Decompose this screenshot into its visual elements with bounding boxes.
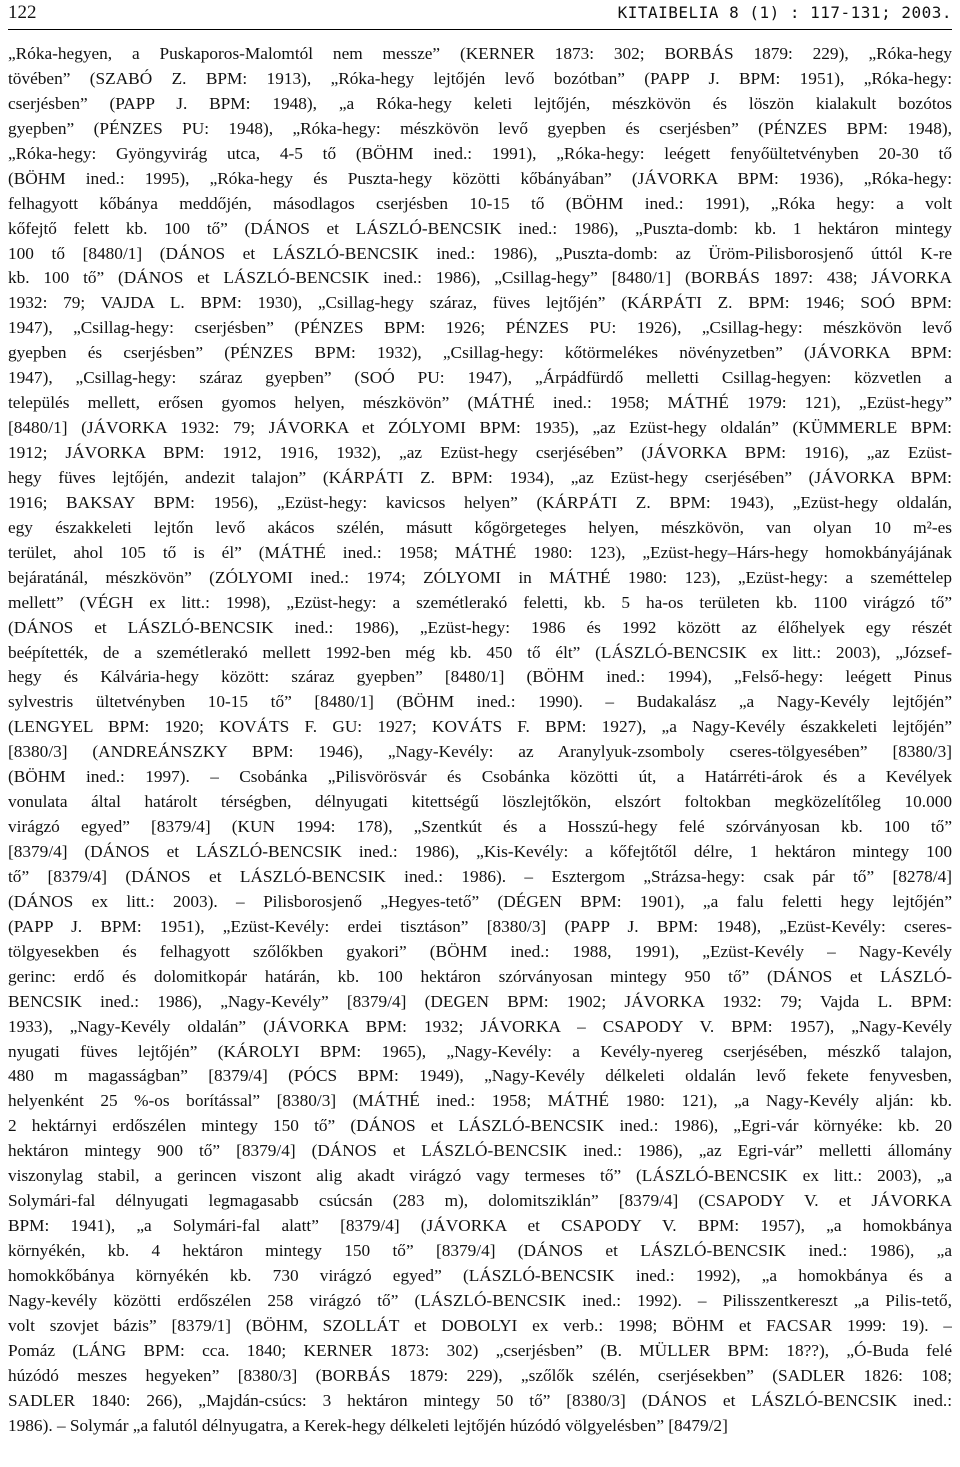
text-line: (LENGYEL BPM: 1920; KOVÁTS F. GU: 1927; KOVÁTS F. BPM: 1927), „a Nagy-Kevély északkeleti lejtőjén”	[8, 717, 952, 737]
running-head: KITAIBELIA 8 (1) : 117-131; 2003.	[617, 3, 952, 22]
text-line: hegy és Kálvária-hegy között: száraz gyepben” [8480/1] (BÖHM ined.: 1994), „Felső-hegy: leégett Pinus	[8, 667, 952, 687]
text-line: volt szovjet bázis” [8379/1] (BÖHM, SZOLLÁT et DOBOLYI ex verb.: 1998; BÖHM et FACSAR 1999: 19). –	[8, 1315, 952, 1335]
text-line: Solymári-fal délnyugati legmagasabb csúcsán (283 m), dolomitsziklán” [8379/4] (CSAPODY V. et JÁVORKA	[8, 1191, 952, 1211]
body-text	[8, 42, 952, 1439]
text-line: cserjésben” (PAPP J. BPM: 1948), „a Róka-hegy keleti lejtőjén, mészkövön és löszön kialakult bozótos	[8, 93, 952, 113]
text-line: 2 hektárnyi erdőszélen mintegy 150 tő” (DÁNOS et LÁSZLÓ-BENCSIK ined.: 1986), „Egri-vár környéke: kb. 20	[8, 1116, 952, 1136]
text-line: kőfejtő felett kb. 100 tő” (DÁNOS et LÁSZLÓ-BENCSIK ined.: 1986), „Puszta-domb: kb. 1 hektáron mintegy	[8, 218, 952, 238]
text-line: hektáron mintegy 900 tő” [8379/4] (DÁNOS et LÁSZLÓ-BENCSIK ined.: 1986), „az Egri-vár” melletti állomány	[8, 1141, 952, 1161]
text-line: bejáratánál, mészkövön” (ZÓLYOMI ined.: 1974; ZÓLYOMI in MÁTHÉ 1980: 123), „Ezüst-hegy: a szeméttelep	[8, 567, 952, 587]
text-line: tő” [8379/4] (DÁNOS et LÁSZLÓ-BENCSIK ined.: 1986). – Esztergom „Strázsa-hegy: csak pár tő” [8278/4]	[8, 866, 952, 886]
text-line: [8379/4] (DÁNOS et LÁSZLÓ-BENCSIK ined.: 1986), „Kis-Kevély: a kőfejtőtől délre, 1 hektáron mintegy 100	[8, 842, 952, 861]
text-line: 1912; JÁVORKA BPM: 1912, 1916, 1932), „az Ezüst-hegy cserjésében” (JÁVORKA BPM: 1916), „az Ezüst-	[8, 443, 952, 462]
text-line: „Róka-hegy: Gyöngyvirág utca, 4-5 tő (BÖHM ined.: 1991), „Róka-hegy: leégett fenyőültetvényben 20-30 tő	[8, 143, 952, 163]
text-line: mellett” (VÉGH ex litt.: 1998), „Ezüst-hegy: a szemétlerakó feletti, kb. 5 ha-os területen kb. 1100 virágzó tő”	[8, 592, 952, 612]
text-line: település mellett, erősen gyomos helyen, mészkövön” (MÁTHÉ ined.: 1958; MÁTHÉ 1979: 121), „Ezüst-hegy”	[8, 393, 952, 413]
text-line: gyepben” (PÉNZES PU: 1948), „Róka-hegy: mészkövön levő gyepben és cserjésben” (PÉNZES BPM: 1948),	[8, 118, 952, 138]
text-line: BPM: 1941), „a Solymári-fal alatt” [8379/4] (JÁVORKA et CSAPODY V. BPM: 1957), „a homokbánya	[8, 1216, 952, 1236]
text-line: tölgyesekben és felhagyott szőlőkben gyakori” (BÖHM ined.: 1988, 1991), „Ezüst-Kevély – Nagy-Kevély	[8, 941, 952, 961]
text-line: egy északkeleti lejtőn levő akácos szélén, másutt kőgörgeteges helyen, mészkövön, van olyan 10 m²-es	[8, 517, 952, 537]
text-line: 1947), „Csillag-hegy: cserjésben” (PÉNZES BPM: 1926; PÉNZES PU: 1926), „Csillag-hegy: mészkövön levő	[8, 318, 952, 338]
text-line: 1932: 79; VAJDA L. BPM: 1930), „Csillag-hegy száraz, füves lejtőjén” (KÁRPÁTI Z. BPM: 1946; SOÓ BPM:	[8, 293, 952, 313]
text-line: 1933), „Nagy-Kevély oldalán” (JÁVORKA BPM: 1932; JÁVORKA – CSAPODY V. BPM: 1957), „Nagy-Kevély	[8, 1016, 952, 1036]
text-line: hegy füves lejtőjén, andezit talajon” (KÁRPÁTI Z. BPM: 1934), „az Ezüst-hegy cserjésében” (JÁVORKA BPM:	[8, 467, 952, 487]
text-line: viszonylag stabil, a gerincen viszont alig akadt virágzó vagy termeses tő” (LÁSZLÓ-BENCSIK ex litt.: 2003), „a	[8, 1166, 952, 1186]
text-line: 480 m magasságban” [8379/4] (PÓCS BPM: 1949), „Nagy-Kevély délkeleti oldalán levő fekete fenyvesben,	[8, 1066, 952, 1086]
text-line: „Róka-hegyen, a Puskaporos-Malomtól nem messze” (KERNER 1873: 302; BORBÁS 1879: 229), „Róka-hegy	[8, 44, 952, 63]
text-line: vonulata által határolt térségben, délnyugati kitettségű löszlejtőkön, elszórt foltokban megközelítőleg 10.000	[8, 792, 952, 812]
text-line: környékén, kb. 4 hektáron mintegy 150 tő” [8379/4] (DÁNOS et LÁSZLÓ-BENCSIK ined.: 1986), „a	[8, 1241, 952, 1260]
text-line: sylvestris ültetvényben 10-15 tő” [8480/1] (BÖHM ined.: 1990). – Budakalász „a Nagy-Kevély lejtőjén”	[8, 692, 952, 712]
text-line: helyenként 25 %-os borítással” [8380/3] (MÁTHÉ ined.: 1958; MÁTHÉ 1980: 121), „a Nagy-Kevély alján: kb.	[8, 1091, 952, 1111]
text-line: beépítették, de a szemétlerakó mellett 1992-ben még kb. 450 tő élt” (LÁSZLÓ-BENCSIK ex litt.: 2003), „József-	[8, 642, 952, 662]
text-line: (DÁNOS ex litt.: 2003). – Pilisborosjenő „Hegyes-tető” (DÉGEN BPM: 1901), „a falu feletti hegy lejtőjén”	[8, 891, 952, 911]
page-header	[8, 2, 952, 30]
text-line: húzódó meszes hegyeken” [8380/3] (BORBÁS 1879: 229), „szőlők szélén, cserjésekben” (SADLER 1826: 108;	[8, 1365, 952, 1385]
text-line: SADLER 1840: 266), „Majdán-csúcs: 3 hektáron mintegy 50 tő” [8380/3] (DÁNOS et LÁSZLÓ-BENCSIK ined.:	[8, 1390, 952, 1410]
text-line: Nagy-kevély közötti erdőszélen 258 virágzó tő” (LÁSZLÓ-BENCSIK ined.: 1992). – Pilisszentkereszt „a Pilis-tető,	[8, 1290, 952, 1310]
page-number: 122	[8, 2, 37, 23]
text-line: Pomáz (LÁNG BPM: cca. 1840; KERNER 1873: 302) „cserjésben” (B. MÜLLER BPM: 18??), „Ó-Buda felé	[8, 1340, 952, 1360]
text-line: 100 tő [8480/1] (DÁNOS et LÁSZLÓ-BENCSIK ined.: 1986), „Puszta-domb: az Üröm-Pilisborosjenő úttól K-re	[8, 243, 952, 263]
text-line: nyugati füves lejtőjén” (KÁROLYI BPM: 1965), „Nagy-Kevély: a Kevély-nyereg cserjésében, mészkő talajon,	[8, 1041, 952, 1061]
text-line: BENCSIK ined.: 1986), „Nagy-Kevély” [8379/4] (DEGEN BPM: 1902; JÁVORKA 1932: 79; Vajda L. BPM:	[8, 991, 952, 1011]
text-line: kb. 100 tő” (DÁNOS et LÁSZLÓ-BENCSIK ined.: 1986), „Csillag-hegy” [8480/1] (BORBÁS 1897: 438; JÁVORKA	[8, 268, 952, 288]
text-line: 1986). – Solymár „a falutól délnyugatra, a Kerek-hegy délkeleti lejtőjén húzódó völgyelésben” [8479/2]	[8, 1415, 728, 1435]
text-line: terület, ahol 105 tő is él” (MÁTHÉ ined.: 1958; MÁTHÉ 1980: 123), „Ezüst-hegy–Hárs-hegy homokbányájának	[8, 542, 952, 562]
text-line: (PAPP J. BPM: 1951), „Ezüst-Kevély: erdei tisztáson” [8380/3] (PAPP J. BPM: 1948), „Ezüst-Kevély: cseres-	[8, 916, 952, 936]
text-line: felhagyott kőbánya meddőjén, másodlagos cserjésben 10-15 tő (BÖHM ined.: 1991), „Róka hegy: a volt	[8, 193, 952, 213]
text-line: (BÖHM ined.: 1997). – Csobánka „Pilisvörösvár és Csobánka közötti út, a Határréti-árok és a Kevélyek	[8, 767, 952, 787]
text-line: gyepben és cserjésben” (PÉNZES BPM: 1932), „Csillag-hegy: kőtörmelékes növényzetben” (JÁVORKA BPM:	[8, 343, 952, 363]
text-line: [8380/3] (ANDREÁNSZKY BPM: 1946), „Nagy-Kevély: az Aranylyuk-zsomboly cseres-tölgyesében” [8380/3]	[8, 742, 952, 762]
text-line: (DÁNOS et LÁSZLÓ-BENCSIK ined.: 1986), „Ezüst-hegy: 1986 és 1992 között az élőhelyek egy részét	[8, 617, 952, 637]
text-line: virágzó egyed” [8379/4] (KUN 1994: 178), „Szentkút és a Hosszú-hegy felé szórványosan kb. 100 tő”	[8, 817, 952, 837]
text-line: 1947), „Csillag-hegy: száraz gyepben” (SOÓ PU: 1947), „Árpádfürdő melletti Csillag-hegyen: közvetlen a	[8, 368, 952, 388]
text-line: tövében” (SZABÓ Z. BPM: 1913), „Róka-hegy lejtőjén levő bozótban” (PAPP J. BPM: 1951), „Róka-hegy:	[8, 68, 952, 88]
text-line: gerinc: erdő és dolomitkopár határán, kb. 100 hektáron szórványosan mintegy 950 tő” (DÁNOS et LÁSZLÓ-	[8, 966, 952, 986]
header-rule	[8, 29, 952, 30]
text-line: [8480/1] (JÁVORKA 1932: 79; JÁVORKA et ZÓLYOMI BPM: 1935), „az Ezüst-hegy oldalán” (KÜMMERLE BPM:	[8, 418, 952, 438]
text-line: (BÖHM ined.: 1995), „Róka-hegy és Puszta-hegy közötti kőbányában” (JÁVORKA BPM: 1936), „Róka-hegy:	[8, 168, 952, 188]
text-line: 1916; BAKSAY BPM: 1956), „Ezüst-hegy: kavicsos helyen” (KÁRPÁTI Z. BPM: 1943), „Ezüst-hegy oldalán,	[8, 492, 952, 512]
text-line: homokkőbánya környékén kb. 730 virágzó egyed” (LÁSZLÓ-BENCSIK ined.: 1992), „a homokbánya és a	[8, 1265, 952, 1285]
